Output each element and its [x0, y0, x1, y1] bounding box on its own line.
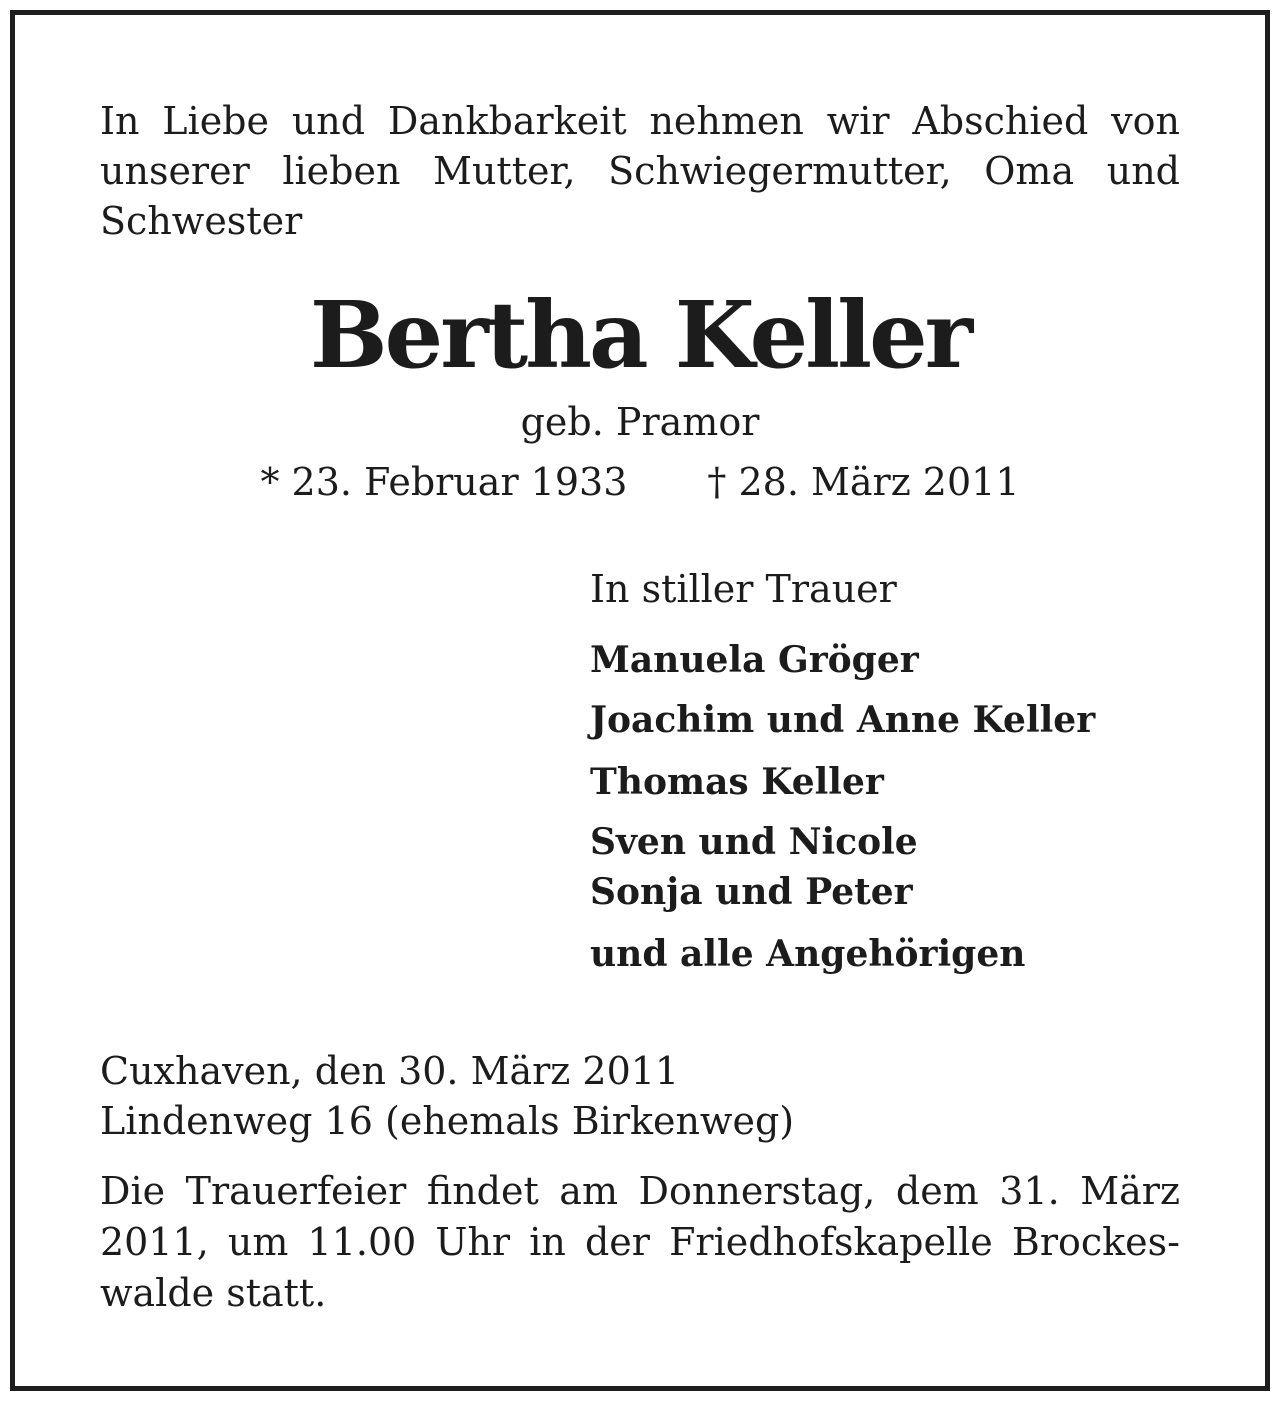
- mourner-name: Joachim und Anne Keller: [590, 699, 1096, 741]
- mourner-name: Sonja und Peter: [590, 871, 913, 913]
- ceremony-line: walde statt.: [100, 1271, 327, 1315]
- birth-name: geb. Pramor: [520, 400, 760, 444]
- mourning-line: In stiller Trauer: [590, 567, 897, 611]
- deceased-name: Bertha Keller: [309, 281, 971, 389]
- mourner-name: Thomas Keller: [590, 761, 884, 803]
- death-date: † 28. März 2011: [707, 460, 1020, 504]
- life-dates: [0, 458, 1280, 506]
- mourner-name: Sven und Nicole: [590, 821, 918, 863]
- place-and-date: Cuxhaven, den 30. März 2011: [100, 1049, 680, 1093]
- ceremony-notice: [100, 1166, 1180, 1319]
- mourner-name: Manuela Gröger: [590, 639, 919, 681]
- address: Lindenweg 16 (ehemals Birkenweg): [100, 1099, 795, 1143]
- birth-date: * 23. Februar 1933: [260, 460, 628, 504]
- ceremony-line: Die Trauerfeier findet am Donnerstag, dem 31. März: [100, 1169, 1180, 1213]
- intro-text: In Liebe und Dankbarkeit nehmen wir Abschied von unserer lieben Mutter, Schwiegermutter, Oma und Schwester: [100, 99, 1180, 243]
- mourner-name: und alle Angehörigen: [590, 933, 1026, 975]
- ceremony-line: 2011, um 11.00 Uhr in der Friedhofskapelle Brockes-: [100, 1220, 1180, 1264]
